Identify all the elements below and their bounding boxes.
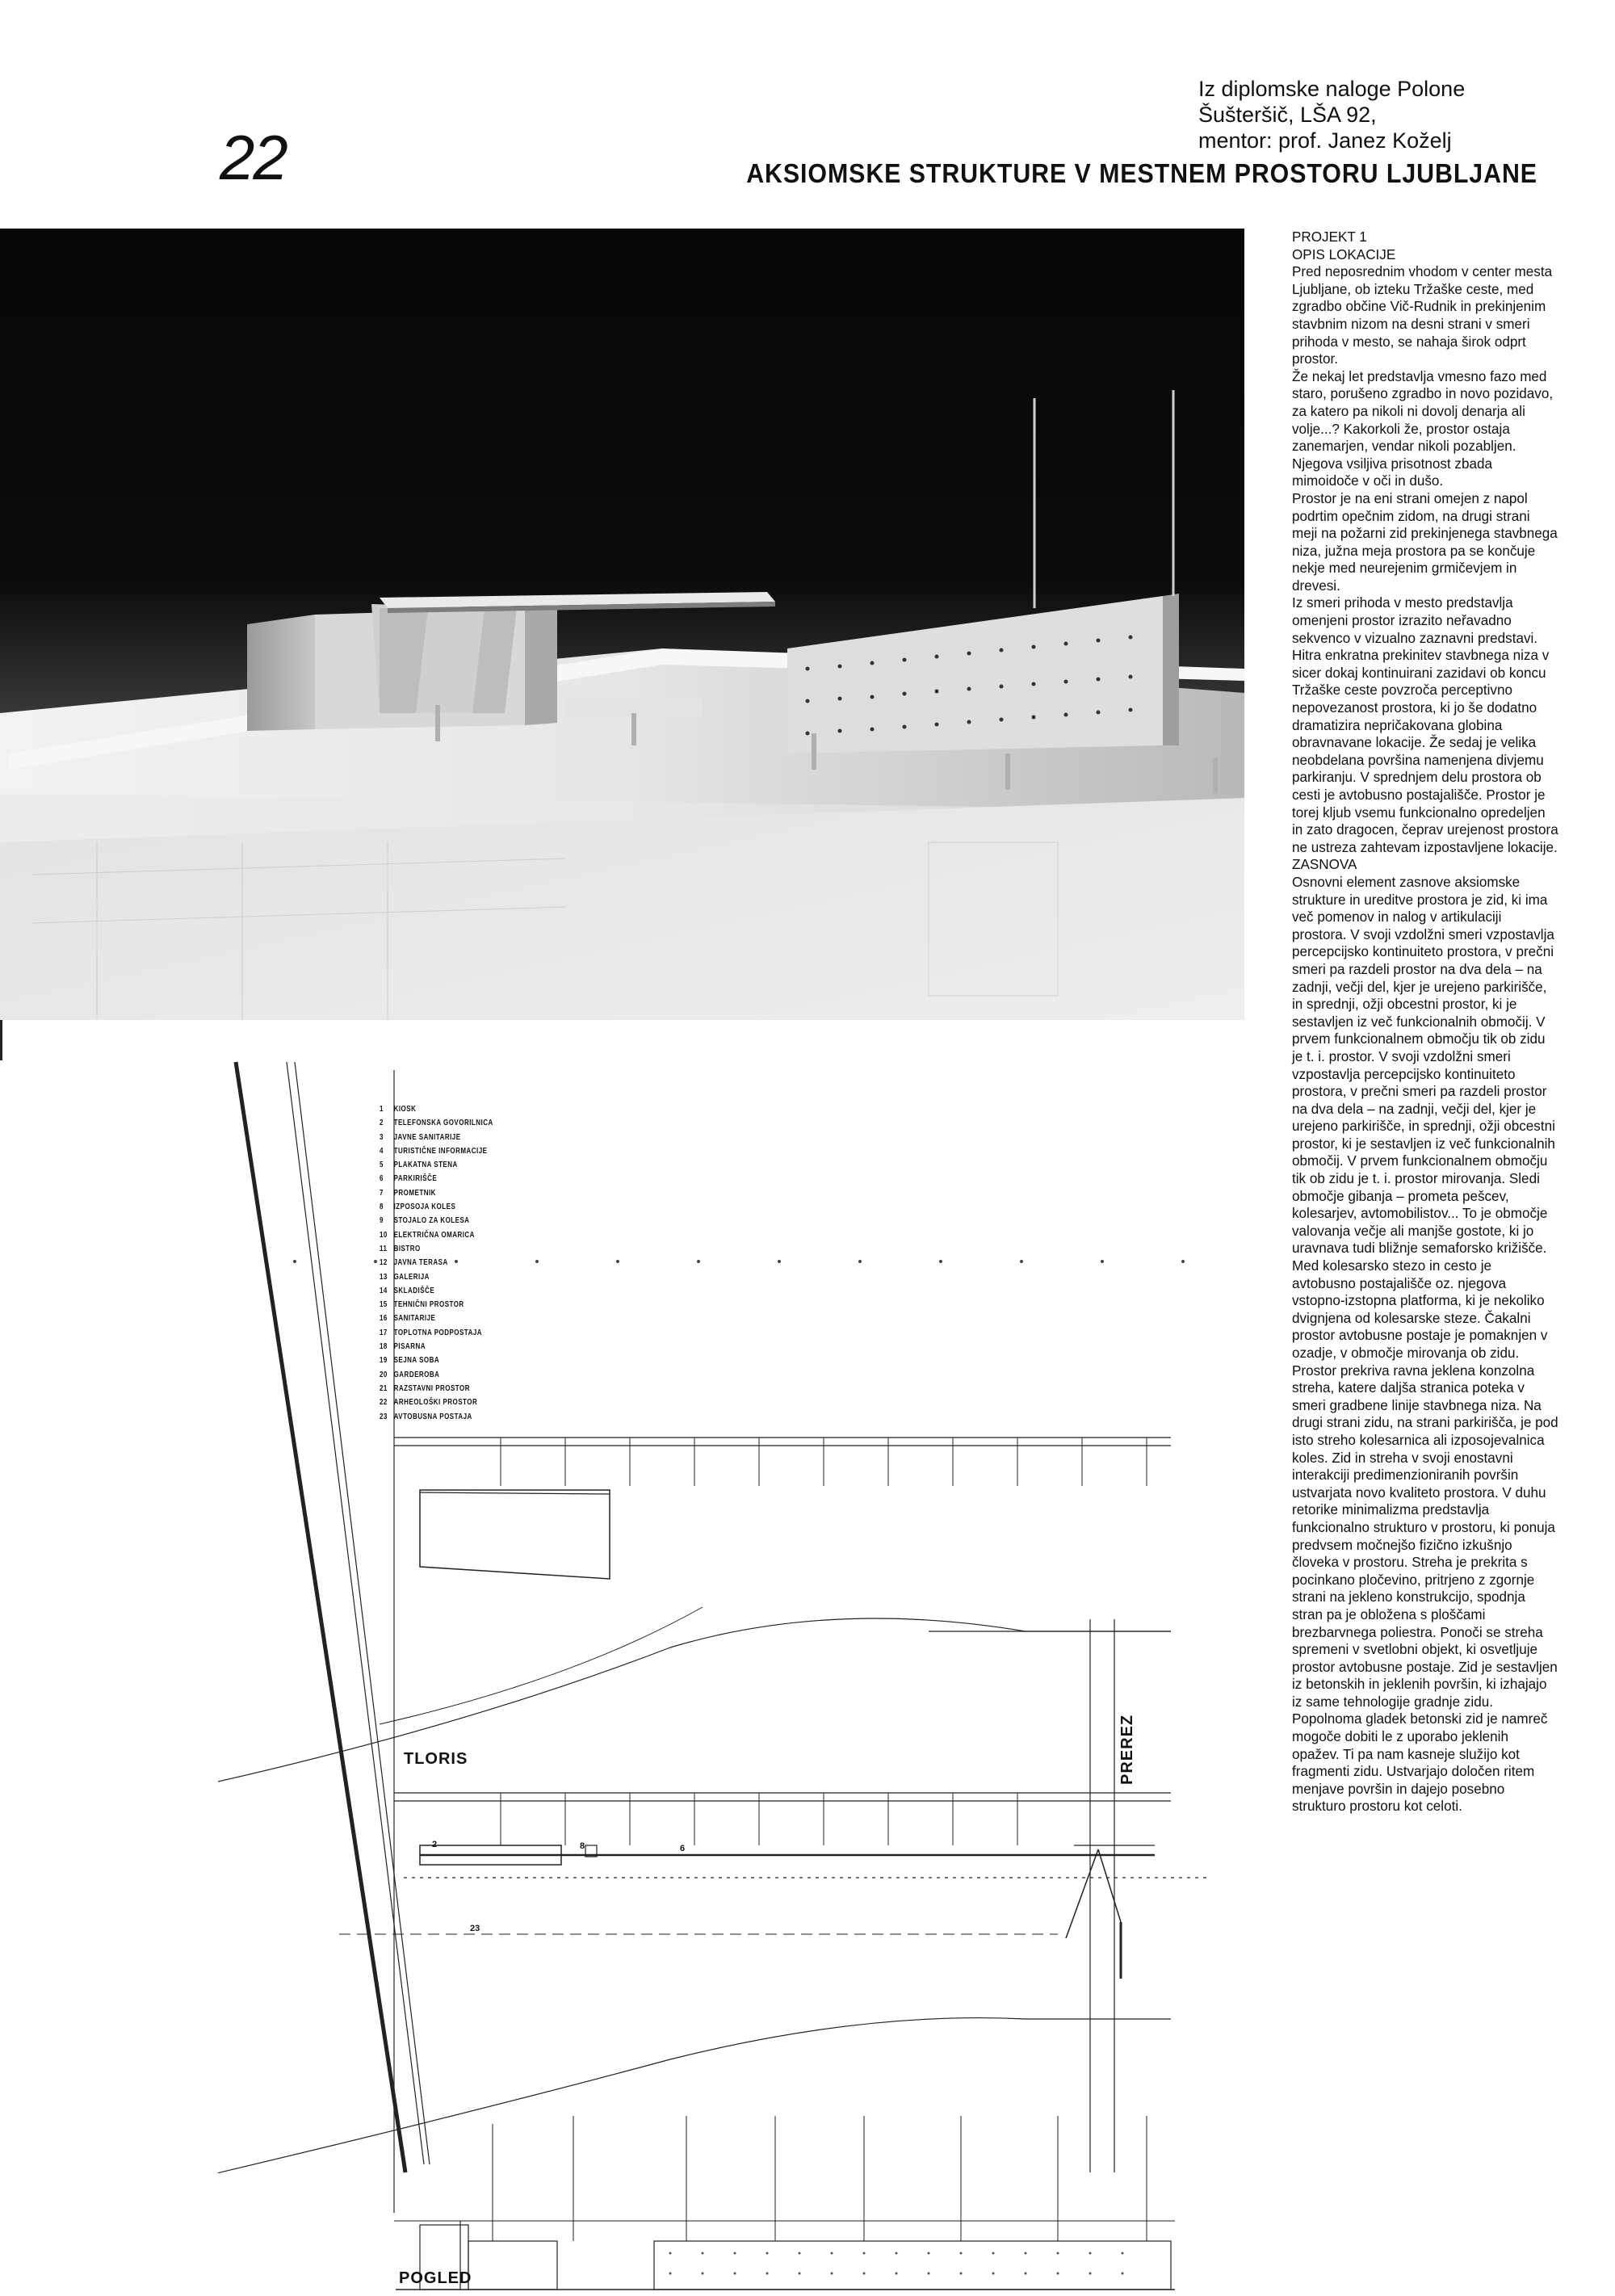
legend-text: PLAKATNA STENA: [393, 1161, 458, 1170]
legend-number: 10: [380, 1230, 388, 1240]
legend-item: [380, 1340, 493, 1354]
legend-text: KIOSK: [393, 1105, 417, 1114]
architectural-drawing: [218, 1050, 1260, 2296]
legend-text: GARDEROBA: [393, 1370, 440, 1379]
legend-number: 14: [380, 1286, 388, 1295]
paragraph: Iz smeri prihoda v mesto predstavlja omenjeni prostor izrazito neřavadno sekvenco v vizualno zaznavni predstavi. Hitra enkratna prekinitev stavbnega niza v sicer dokaj kontinuirani zazidavi ob koncu Tržaške ceste povzroča perceptivno nepovezanost prostora, ki jo še dodatno dramatizira nepričakovana globina obravnavane lokacije. Že sedaj je velika neobdelana površina namenjena divjemu parkiranju. V sprednjem delu prostora ob cesti je avtobusno postajališče. Prostor je torej kljub vsemu funkcionalno opredeljen in zato dragocen, čeprav urejenost prostora ne ustreza zahtevam izpostavljene lokacije.: [1292, 595, 1558, 855]
legend-number: 7: [380, 1188, 384, 1198]
plan-number: 23: [470, 1924, 480, 1933]
legend-text: SEJNA SOBA: [393, 1356, 440, 1366]
legend-text: PROMETNIK: [393, 1188, 436, 1198]
paragraph: Osnovni element zasnove aksiomske strukture in ureditve prostora je zid, ki ima več pomenov in nalog v artikulaciji prostora. V svoji vzdolžni smeri vzpostavlja percepcijsko kontinuiteto prostora, v prečni smeri pa razdeli prostor na dva dela – na zadnji, večji del, kjer je urejeno parkirišče, in sprednji, ožji obcestni prostor, ki je sestavljen iz več funkcionalnih območij. V prvem funkcionalnem območju tik ob zidu je t. i. prostor. V svoji vzdolžni smeri vzpostavlja percepcijsko kontinuiteto prostora, v prečni smeri pa razdeli prostor na dva dela – na zadnji, večji del, kjer je urejeno parkirišče, in sprednji, ožji obcestni prostor, ki je sestavljen iz več funkcionalnih območij. V prvem funkcionalnem območju tik ob zidu je t. i. prostor mirovanja. Sledi območje gibanja – prometa pešcev, kolesarjev, avtomobilistov... To je območje valovanja večje ali manjše gostote, ki jo uravnava tudi bližnje semaforsko križišče. Med kolesarsko stezo in cesto je avtobusno postajališče oz. njegova vstopno-izstopna platforma, ki je nekoliko dvignjena od kolesarske steze. Čakalni prostor avtobusne postaje je pomaknjen v ozadje, v območje mirovanja ob zidu. Prostor prekriva ravna jeklena konzolna streha, katere daljša stranica poteka v smeri gradbene linije stavbnega niza. Na drugi strani zidu, na strani parkirišča, je pod isto streho kolesarnica ali izposojevalnica koles. Zid in streha v svoji enostavni interakciji predimenzioniranih površin ustvarjata novo kvaliteto prostora. V duhu retorike minimalizma predstavlja funkcionalno strukturo v prostoru, ki ponuja predvsem močnejšo fizično izkušnjo človeka v prostoru. Streha je prekrita s pocinkano pločevino, pritrjeno z zgornje strani na jekleno konstrukcijo, spodnja stran pa je obložena s ploščami brezbarvnega poliestra. Ponoči se streha spremeni v svetlobni objekt, ki osvetljuje prostor avtobusne postaje. Zid je sestavljen iz betonskih in jeklenih površin, ki izhajajo iz same tehnologije gradnje zidu. Popolnoma gladek betonski zid je namreč mogoče dobiti le z uporabo jeklenih opažev. Ti pa nam kasneje služijo kot fragmenti zidu. Ustvarjajo določen ritem menjave površin in dajejo posebno strukturo prostoru kot celoti.: [1292, 874, 1558, 1815]
legend-number: 16: [380, 1314, 388, 1324]
legend-item: [380, 1131, 493, 1144]
legend-text: ARHEOLOŠKI PROSTOR: [393, 1398, 478, 1408]
legend-text: STOJALO ZA KOLESA: [393, 1216, 470, 1226]
legend-item: [380, 1116, 493, 1130]
legend-number: 5: [380, 1161, 384, 1170]
legend-text: PARKIRIŠČE: [393, 1174, 438, 1184]
legend-text: TURISTIČNE INFORMACIJE: [393, 1146, 488, 1156]
legend-text: TEHNIČNI PROSTOR: [393, 1300, 464, 1310]
legend-text: SANITARIJE: [393, 1314, 436, 1324]
legend-number: 2: [380, 1119, 384, 1128]
legend-number: 12: [380, 1258, 388, 1268]
legend-item: [380, 1270, 493, 1284]
legend-number: 4: [380, 1146, 384, 1156]
legend-item: [380, 1214, 493, 1228]
plan-number: 6: [680, 1844, 686, 1853]
credit-line: mentor: prof. Janez Koželj: [1198, 128, 1452, 153]
elevation-label: POGLED: [399, 2269, 472, 2287]
legend-text: JAVNA TERASA: [393, 1258, 448, 1268]
legend-text: PISARNA: [393, 1342, 426, 1352]
legend-item: [380, 1396, 493, 1409]
legend-item: [380, 1368, 493, 1382]
article-title: AKSIOMSKE STRUKTURE V MESTNEM PROSTORU LJUBLJANE: [746, 158, 1537, 188]
photo-edge-mark: [0, 1020, 2, 1060]
legend-number: 19: [380, 1356, 388, 1366]
legend-number: 18: [380, 1342, 388, 1352]
legend-number: 8: [380, 1203, 384, 1212]
model-photograph: [0, 229, 1244, 1020]
credit-line: Šušteršič, LŠA 92,: [1198, 103, 1377, 127]
legend-number: 15: [380, 1300, 388, 1310]
section-heading: ZASNOVA: [1292, 857, 1357, 873]
paragraph: Pred neposrednim vhodom v center mesta Ljubljane, ob izteku Tržaške ceste, med zgradbo občine Vič-Rudnik in prekinjenim stavbnim nizom na desni strani v smeri prihoda v mesto, se nahaja širok odprt prostor.: [1292, 264, 1553, 367]
section-heading: PROJEKT 1: [1292, 229, 1367, 245]
legend-item: [380, 1312, 493, 1325]
legend-item: [380, 1228, 493, 1242]
legend-number: 17: [380, 1328, 388, 1337]
plan-label: TLORIS: [404, 1750, 468, 1768]
paragraph: Prostor je na eni strani omejen z napol podrtim opečnim zidom, na drugi strani meji na požarni zid prekinjenega stavbnega niza, južna meja prostora pa se končuje nekje med neurejenim grmičevjem in drevesi.: [1292, 490, 1558, 594]
legend-item: [380, 1382, 493, 1396]
legend-text: GALERIJA: [393, 1272, 430, 1282]
legend-text: SKLADIŠČE: [393, 1286, 435, 1295]
legend-text: AVTOBUSNA POSTAJA: [393, 1412, 472, 1421]
drawing-legend: [380, 1102, 493, 1424]
legend-item: [380, 1354, 493, 1367]
credit-line: Iz diplomske naloge Polone: [1198, 77, 1466, 101]
legend-number: 13: [380, 1272, 388, 1282]
plan-number: 2: [432, 1840, 438, 1849]
legend-item: [380, 1158, 493, 1172]
legend-item: [380, 1200, 493, 1214]
legend-item: [380, 1144, 493, 1158]
legend-number: 11: [380, 1244, 388, 1253]
legend-text: BISTRO: [393, 1244, 421, 1253]
legend-number: 3: [380, 1132, 384, 1142]
section-label: PREREZ: [1118, 1714, 1136, 1785]
paragraph: Že nekaj let predstavlja vmesno fazo med staro, porušeno zgradbo in novo pozidavo, za katero pa nikoli ni dovolj denarja ali volje...? Kakorkoli že, prostor ostaja zanemarjen, vendar nikoli pozabljen. Njegova vsiljiva prisotnost zbada mimoidoče v oči in dušo.: [1292, 368, 1554, 489]
legend-item: [380, 1186, 493, 1200]
legend-number: 6: [380, 1174, 384, 1184]
legend-item: [380, 1172, 493, 1186]
author-credit: [1198, 76, 1537, 153]
legend-text: RAZSTAVNI PROSTOR: [393, 1383, 470, 1393]
legend-number: 22: [380, 1398, 388, 1408]
legend-text: TELEFONSKA GOVORILNICA: [393, 1119, 493, 1128]
legend-text: ELEKTRIČNA OMARICA: [393, 1230, 475, 1240]
legend-text: TOPLOTNA PODPOSTAJA: [393, 1328, 483, 1337]
legend-text: JAVNE SANITARIJE: [393, 1132, 461, 1142]
legend-item: [380, 1410, 493, 1424]
legend-item: [380, 1326, 493, 1340]
article-text: [1292, 229, 1558, 1815]
legend-number: 1: [380, 1105, 384, 1114]
legend-item: [380, 1298, 493, 1312]
legend-item: [380, 1284, 493, 1298]
legend-item: [380, 1242, 493, 1256]
legend-text: IZPOSOJA KOLES: [393, 1203, 456, 1212]
section-heading: OPIS LOKACIJE: [1292, 246, 1396, 262]
plan-number: 8: [580, 1841, 585, 1851]
legend-number: 23: [380, 1412, 388, 1421]
legend-item: [380, 1256, 493, 1270]
legend-number: 21: [380, 1383, 388, 1393]
legend-number: 9: [380, 1216, 384, 1226]
page-number: 22: [220, 122, 287, 193]
legend-item: [380, 1102, 493, 1116]
legend-number: 20: [380, 1370, 388, 1379]
